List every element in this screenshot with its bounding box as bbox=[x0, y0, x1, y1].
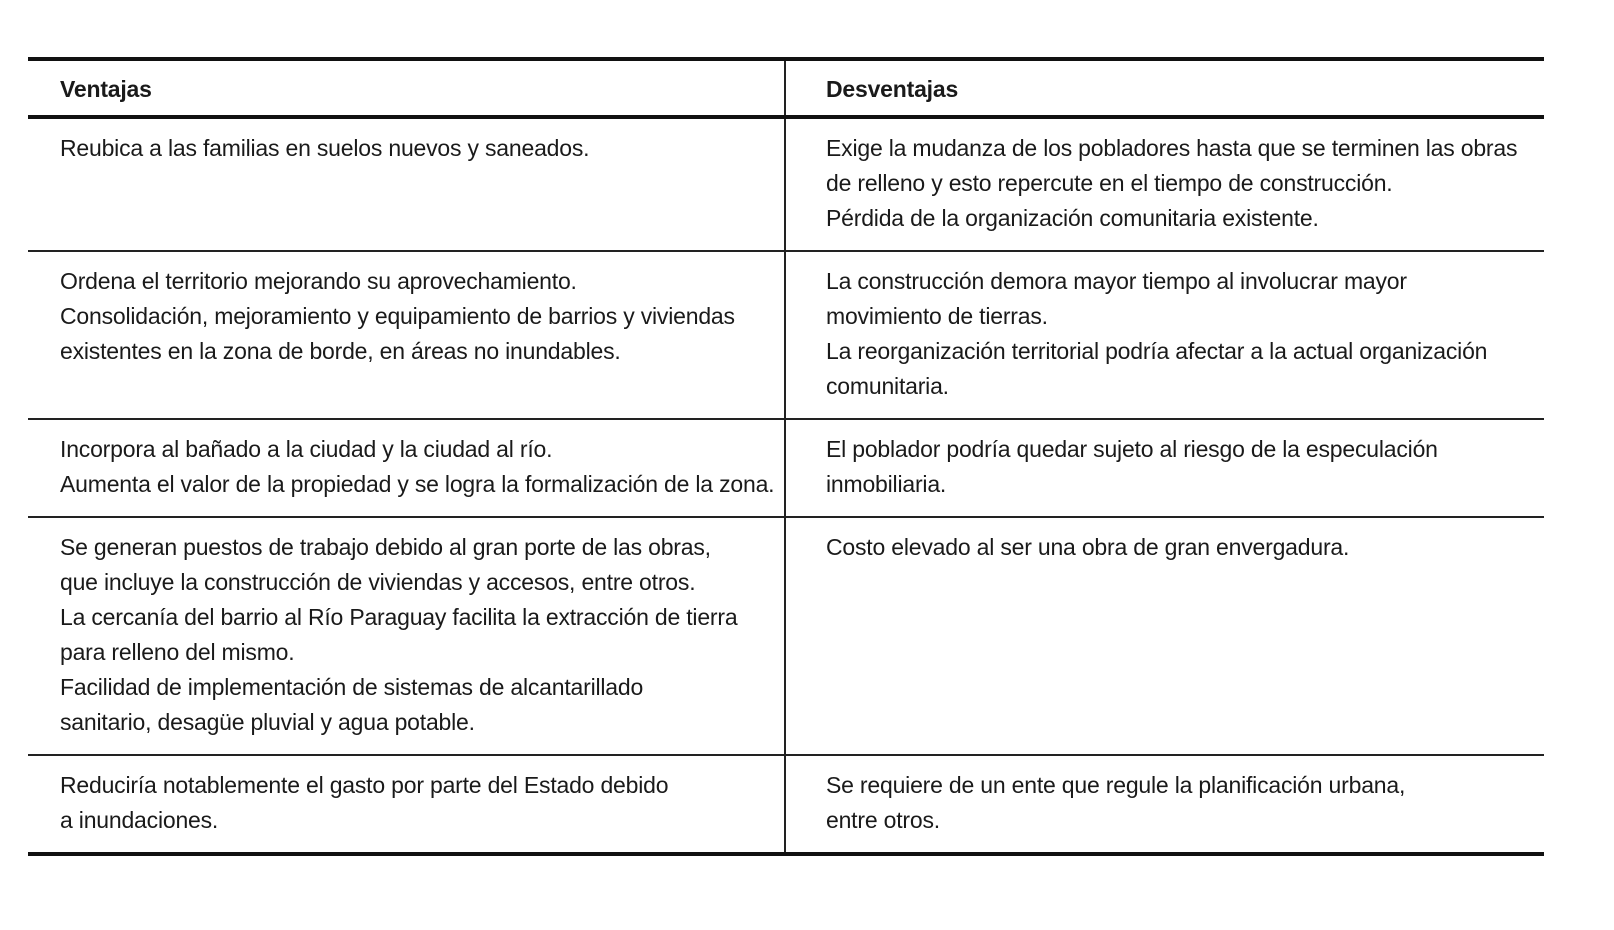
ventaja-line: que incluye la construcción de viviendas y accesos, entre otros. bbox=[60, 569, 696, 595]
ventaja-line: para relleno del mismo. bbox=[60, 639, 295, 665]
desventaja-line: inmobiliaria. bbox=[826, 471, 947, 497]
table-row bbox=[28, 119, 1544, 252]
table-row bbox=[28, 518, 1544, 756]
desventaja-line: Exige la mudanza de los pobladores hasta que se terminen las obras bbox=[826, 135, 1518, 161]
ventajas-cell bbox=[28, 756, 786, 852]
ventajas-cell bbox=[28, 119, 786, 250]
desventaja-line: Pérdida de la organización comunitaria existente. bbox=[826, 205, 1319, 231]
ventaja-line: Ordena el territorio mejorando su aprovechamiento. bbox=[60, 268, 577, 294]
table-row bbox=[28, 756, 1544, 852]
desventaja-line: El poblador podría quedar sujeto al riesgo de la especulación bbox=[826, 436, 1438, 462]
ventaja-line: Se generan puestos de trabajo debido al gran porte de las obras, bbox=[60, 534, 711, 560]
desventaja-line: movimiento de tierras. bbox=[826, 303, 1048, 329]
desventaja-line: La reorganización territorial podría afectar a la actual organización bbox=[826, 338, 1488, 364]
table-row bbox=[28, 420, 1544, 518]
desventajas-cell bbox=[786, 119, 1544, 250]
desventaja-line: Costo elevado al ser una obra de gran envergadura. bbox=[826, 534, 1350, 560]
ventaja-line: Incorpora al bañado a la ciudad y la ciudad al río. bbox=[60, 436, 553, 462]
desventaja-line: La construcción demora mayor tiempo al involucrar mayor bbox=[826, 268, 1407, 294]
header-ventajas: Ventajas bbox=[28, 61, 786, 115]
ventaja-line: Consolidación, mejoramiento y equipamiento de barrios y viviendas bbox=[60, 303, 735, 329]
desventaja-line: de relleno y esto repercute en el tiempo de construcción. bbox=[826, 170, 1393, 196]
ventajas-cell bbox=[28, 252, 786, 418]
ventaja-line: a inundaciones. bbox=[60, 807, 219, 833]
ventaja-line: existentes en la zona de borde, en áreas no inundables. bbox=[60, 338, 621, 364]
ventaja-line: Aumenta el valor de la propiedad y se logra la formalización de la zona. bbox=[60, 471, 775, 497]
desventajas-cell bbox=[786, 252, 1544, 418]
ventajas-cell bbox=[28, 420, 786, 516]
desventaja-line: entre otros. bbox=[826, 807, 940, 833]
ventajas-cell bbox=[28, 518, 786, 754]
desventaja-line: Se requiere de un ente que regule la planificación urbana, bbox=[826, 772, 1406, 798]
ventaja-line: La cercanía del barrio al Río Paraguay facilita la extracción de tierra bbox=[60, 604, 738, 630]
ventaja-line: Facilidad de implementación de sistemas de alcantarillado bbox=[60, 674, 644, 700]
desventajas-cell bbox=[786, 420, 1544, 516]
table-row bbox=[28, 252, 1544, 420]
desventajas-cell bbox=[786, 518, 1544, 754]
ventaja-line: Reubica a las familias en suelos nuevos y saneados. bbox=[60, 135, 590, 161]
desventaja-line: comunitaria. bbox=[826, 373, 949, 399]
ventaja-line: Reduciría notablemente el gasto por parte del Estado debido bbox=[60, 772, 669, 798]
table-header-row bbox=[28, 61, 1544, 119]
comparison-table bbox=[28, 57, 1544, 856]
desventajas-cell bbox=[786, 756, 1544, 852]
ventaja-line: sanitario, desagüe pluvial y agua potable. bbox=[60, 709, 475, 735]
header-desventajas: Desventajas bbox=[826, 76, 959, 102]
